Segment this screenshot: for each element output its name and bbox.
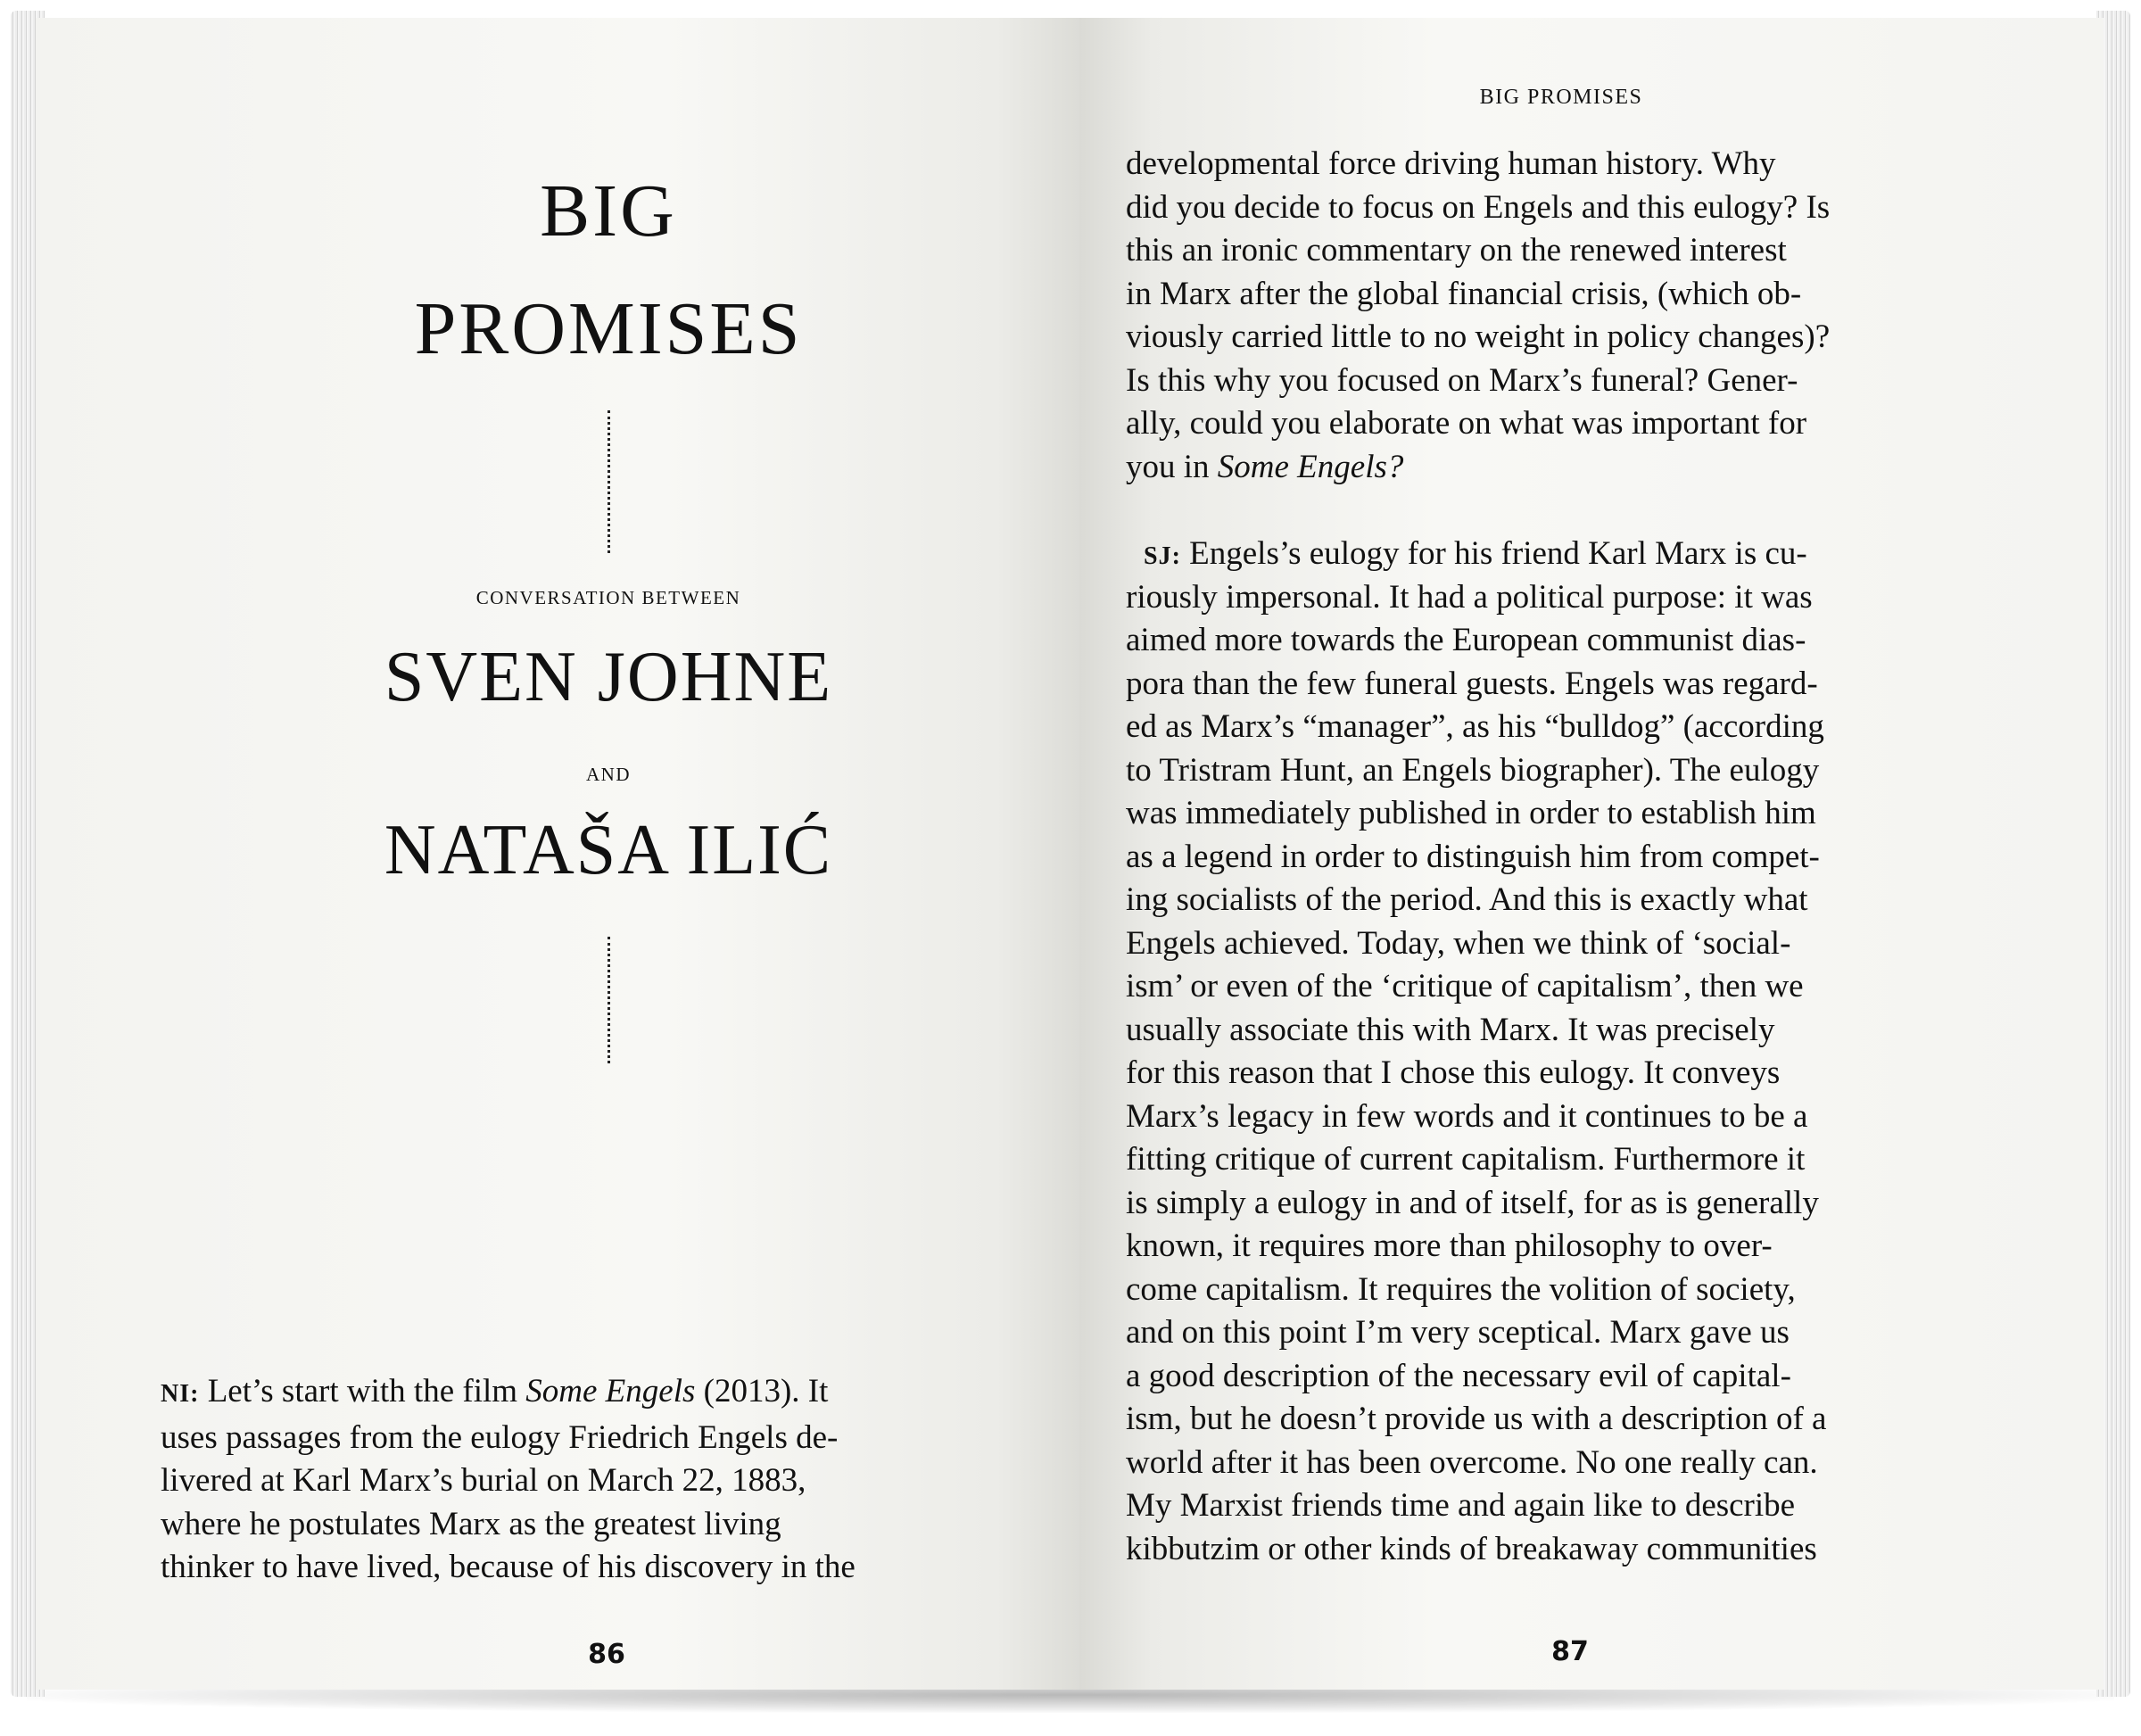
p2-line-14: Marx’s legacy in few words and it continues to be a (1126, 1097, 1808, 1135)
p1-line-1: developmental force driving human history. Why (1126, 145, 1776, 182)
p1-line-5: viously carried little to no weight in policy changes)? (1126, 318, 1831, 355)
line-text: you in (1126, 448, 1218, 485)
p2-line-3: aimed more towards the European communist dias- (1126, 622, 1806, 658)
right-page (1079, 18, 2104, 1690)
p2-line-15: fitting critique of current capitalism. Furthermore it (1126, 1141, 1806, 1178)
p2-line-23: My Marxist friends time and again like to describe (1126, 1487, 1796, 1524)
paragraph-line-3: livered at Karl Marx’s burial on March 22, 1883, (161, 1462, 806, 1499)
and-label: AND (586, 764, 631, 785)
page-number-right: 87 (1551, 1636, 1589, 1667)
title-line-2: PROMISES (414, 287, 803, 370)
film-title: Some Engels (525, 1373, 696, 1409)
line-text: Let’s start with the film (199, 1373, 526, 1409)
paragraph-line-2: uses passages from the eulogy Friedrich Engels de- (161, 1418, 839, 1456)
p2-line-6: to Tristram Hunt, an Engels biographer). The eulogy (1126, 751, 1820, 789)
dotted-rule-top (608, 410, 610, 553)
line-tail: (2013). It (695, 1373, 829, 1409)
running-head: BIG PROMISES (1479, 86, 1643, 109)
author-name-1: SVEN JOHNE (384, 638, 833, 716)
left-page-content (36, 18, 1079, 1690)
film-title-italic: Some Engels? (1217, 448, 1404, 485)
p2-line-13: for this reason that I chose this eulogy. It conveys (1126, 1054, 1781, 1091)
p2-line-22: world after it has been overcome. No one really can. (1126, 1443, 1818, 1481)
speaker-sj: SJ: (1144, 542, 1181, 570)
left-paragraph (161, 1370, 1062, 1590)
speaker-ni: NI: (161, 1380, 200, 1408)
p2-line-20: a good description of the necessary evil of capital- (1126, 1357, 1791, 1394)
p2-line-8: as a legend in order to distinguish him from compet- (1126, 838, 1820, 875)
p2-line-10: Engels achieved. Today, when we think of ‘social- (1126, 924, 1791, 962)
p2-line-17: known, it requires more than philosophy to over- (1126, 1228, 1773, 1264)
paragraph-line-4: where he postulates Marx as the greatest living (161, 1505, 781, 1542)
left-page (36, 18, 1079, 1690)
p1-line-7: ally, could you elaborate on what was important for (1126, 405, 1807, 442)
p2-line-9: ing socialists of the period. And this is exactly what (1126, 881, 1808, 918)
p2-line-16: is simply a eulogy in and of itself, for as is generally (1126, 1184, 1819, 1221)
right-paragraph-2-body (1126, 576, 2080, 1572)
p2-line-4: pora than the few funeral guests. Engels was regard- (1126, 665, 1818, 702)
author-name-2: NATAŠA ILIĆ (384, 811, 833, 889)
p1-line-6: Is this why you focused on Marx’s funeral? Gener- (1126, 361, 1798, 399)
line-text: Engels’s eulogy for his friend Karl Marx is cu- (1180, 535, 1807, 572)
right-paragraph-2 (1144, 533, 2080, 579)
p2-line-21: ism, but he doesn’t provide us with a description of a (1126, 1401, 1827, 1437)
p2-line-2: riously impersonal. It had a political purpose: it was (1126, 578, 1813, 616)
open-book (11, 11, 2130, 1697)
conversation-label: CONVERSATION BETWEEN (475, 587, 741, 608)
p1-line-4: in Marx after the global financial crisis, (which ob- (1126, 275, 1802, 312)
dotted-rule-bottom (608, 937, 610, 1063)
paragraph-line-1 (161, 1370, 1062, 1417)
paragraph-line-5: thinker to have lived, because of his discovery in the (161, 1549, 856, 1585)
p2-line-24: kibbutzim or other kinds of breakaway communities (1126, 1530, 1817, 1567)
title-line-1: BIG (540, 169, 677, 252)
p2-line-11: ism’ or even of the ‘critique of capitalism’, then we (1126, 968, 1804, 1004)
p2-line-18: come capitalism. It requires the volition of society, (1126, 1270, 1796, 1308)
p2-line-7: was immediately published in order to establish him (1126, 795, 1816, 831)
p2-line-1 (1144, 533, 2080, 579)
page-number-left: 86 (588, 1639, 625, 1670)
p1-line-2: did you decide to focus on Engels and this eulogy? Is (1126, 188, 1831, 226)
p2-line-5: ed as Marx’s “manager”, as his “bulldog” (according (1126, 708, 1824, 745)
p2-line-19: and on this point I’m very sceptical. Marx gave us (1126, 1314, 1790, 1351)
p1-line-3: this an ironic commentary on the renewed interest (1126, 232, 1787, 269)
p2-line-12: usually associate this with Marx. It was precisely (1126, 1011, 1775, 1048)
right-paragraph-1 (1126, 143, 2071, 489)
p1-line-8 (1126, 446, 2071, 490)
